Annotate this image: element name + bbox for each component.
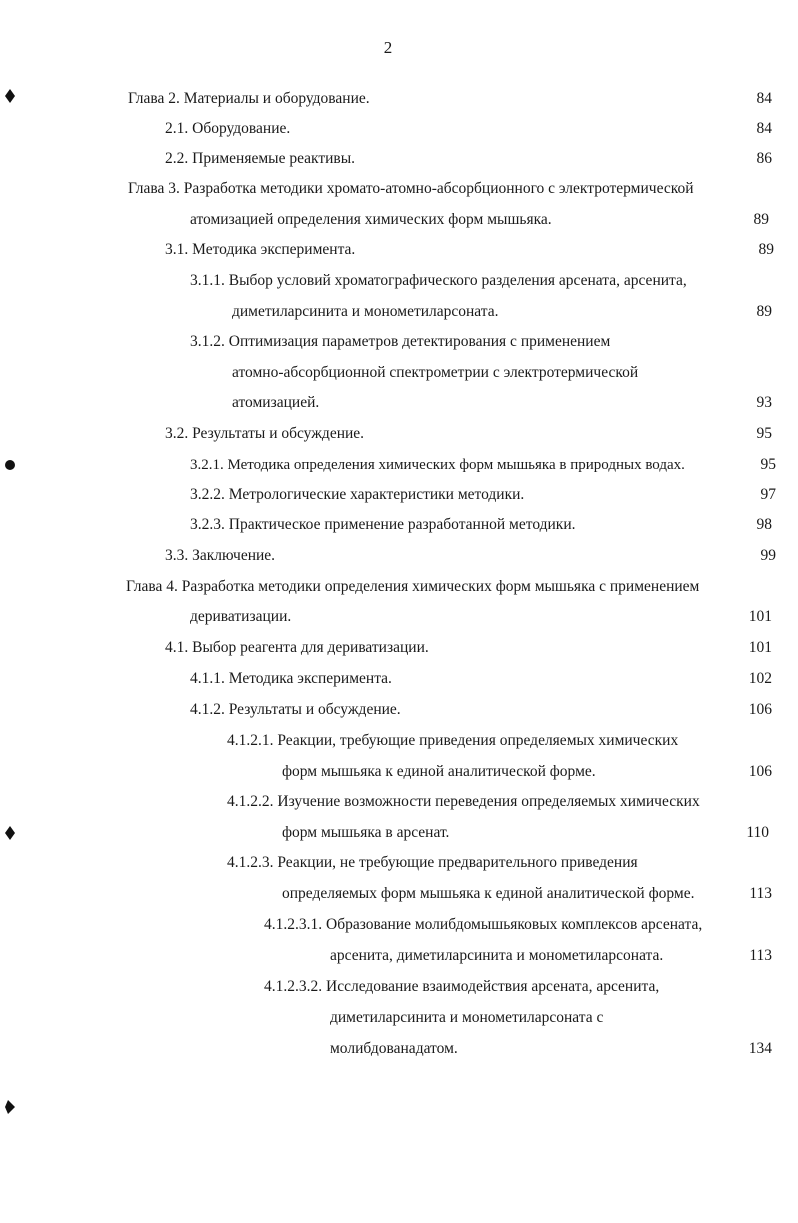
toc-entry-page: 101 bbox=[748, 608, 772, 625]
punch-hole-mark-icon bbox=[5, 1100, 15, 1114]
toc-entry-page: 97 bbox=[760, 486, 776, 503]
toc-entry-text: 3.1. Методика эксперимента. bbox=[165, 241, 356, 258]
toc-entry-text: атомно-абсорбционной спектрометрии с электротермической bbox=[232, 364, 639, 381]
toc-entry-text: Глава 2. Материалы и оборудование. bbox=[128, 90, 370, 107]
toc-entry-page: 113 bbox=[749, 885, 772, 902]
toc-entry-text: 4.1. Выбор реагента для дериватизации. bbox=[165, 639, 429, 656]
toc-entry-text: Глава 3. Разработка методики хромато-атомно-абсорбционного с электротермической bbox=[128, 180, 694, 197]
toc-entry-page: 95 bbox=[760, 456, 776, 473]
toc-entry-page: 99 bbox=[760, 547, 776, 564]
toc-entry-page: 110 bbox=[746, 824, 769, 841]
toc-entry-text: 4.1.2.3.1. Образование молибдомышьяковых комплексов арсената, bbox=[264, 916, 703, 933]
toc-entry-text: 4.1.2.1. Реакции, требующие приведения определяемых химических bbox=[227, 732, 679, 749]
toc-entry-text: 3.1.1. Выбор условий хроматографического разделения арсената, арсенита, bbox=[190, 272, 687, 289]
toc-entry-text: 3.2. Результаты и обсуждение. bbox=[165, 425, 365, 442]
toc-entry-text: Глава 4. Разработка методики определения химических форм мышьяка с применением bbox=[126, 578, 700, 595]
toc-entry-text: 2.1. Оборудование. bbox=[165, 120, 291, 137]
toc-entry-text: 4.1.1. Методика эксперимента. bbox=[190, 670, 392, 687]
toc-entry-text: форм мышьяка к единой аналитической форме. bbox=[282, 763, 596, 780]
toc-entry-text: атомизацией определения химических форм мышьяка. bbox=[190, 211, 552, 228]
toc-entry-page: 89 bbox=[753, 211, 769, 228]
toc-entry-page: 84 bbox=[756, 90, 772, 107]
toc-entry-text: форм мышьяка в арсенат. bbox=[282, 824, 450, 841]
toc-entry-text: 4.1.2. Результаты и обсуждение. bbox=[190, 701, 401, 718]
toc-entry-text: 3.1.2. Оптимизация параметров детектирования с применением bbox=[190, 333, 611, 350]
toc-entry-page: 93 bbox=[756, 394, 772, 411]
toc-entry-page: 95 bbox=[756, 425, 772, 442]
toc-entry-text: 3.3. Заключение. bbox=[165, 547, 276, 564]
toc-entry-text: 4.1.2.3. Реакции, не требующие предварительного приведения bbox=[227, 854, 638, 871]
toc-entry-page: 106 bbox=[748, 701, 772, 718]
toc-entry-page: 98 bbox=[756, 516, 772, 533]
toc-entry-page: 134 bbox=[748, 1040, 772, 1057]
toc-entry-text: диметиларсинита и монометиларсоната. bbox=[232, 303, 499, 320]
toc-entry-page: 89 bbox=[756, 303, 772, 320]
toc-entry-page: 84 bbox=[756, 120, 772, 137]
toc-entry-text: диметиларсинита и монометиларсоната с bbox=[330, 1009, 604, 1026]
toc-entry-text: атомизацией. bbox=[232, 394, 320, 411]
toc-entry-text: 3.2.1. Методика определения химических форм мышьяка в природных водах. bbox=[190, 457, 685, 473]
punch-hole-mark-icon bbox=[5, 826, 15, 840]
punch-hole-mark-icon bbox=[5, 89, 15, 103]
toc-entry-page: 89 bbox=[758, 241, 774, 258]
toc-entry-text: 4.1.2.2. Изучение возможности переведения определяемых химических bbox=[227, 793, 700, 810]
toc-entry-text: 3.2.3. Практическое применение разработанной методики. bbox=[190, 516, 576, 533]
toc-entry-page: 113 bbox=[749, 947, 772, 964]
page-number: 2 bbox=[383, 38, 393, 57]
toc-entry-text: арсенита, диметиларсинита и монометиларсоната. bbox=[330, 947, 664, 964]
toc-entry-text: 2.2. Применяемые реактивы. bbox=[165, 150, 356, 167]
toc-entry-text: молибдованадатом. bbox=[330, 1040, 458, 1057]
toc-entry-page: 106 bbox=[748, 763, 772, 780]
toc-entry-page: 101 bbox=[748, 639, 772, 656]
toc-entry-text: 3.2.2. Метрологические характеристики методики. bbox=[190, 486, 525, 503]
toc-entry-text: 4.1.2.3.2. Исследование взаимодействия арсената, арсенита, bbox=[264, 978, 660, 995]
toc-entry-page: 86 bbox=[756, 150, 772, 167]
toc-entry-text: определяемых форм мышьяка к единой аналитической форме. bbox=[282, 885, 695, 902]
punch-hole-mark-icon bbox=[5, 458, 15, 472]
toc-entry-page: 102 bbox=[748, 670, 772, 687]
toc-entry-text: дериватизации. bbox=[190, 608, 292, 625]
